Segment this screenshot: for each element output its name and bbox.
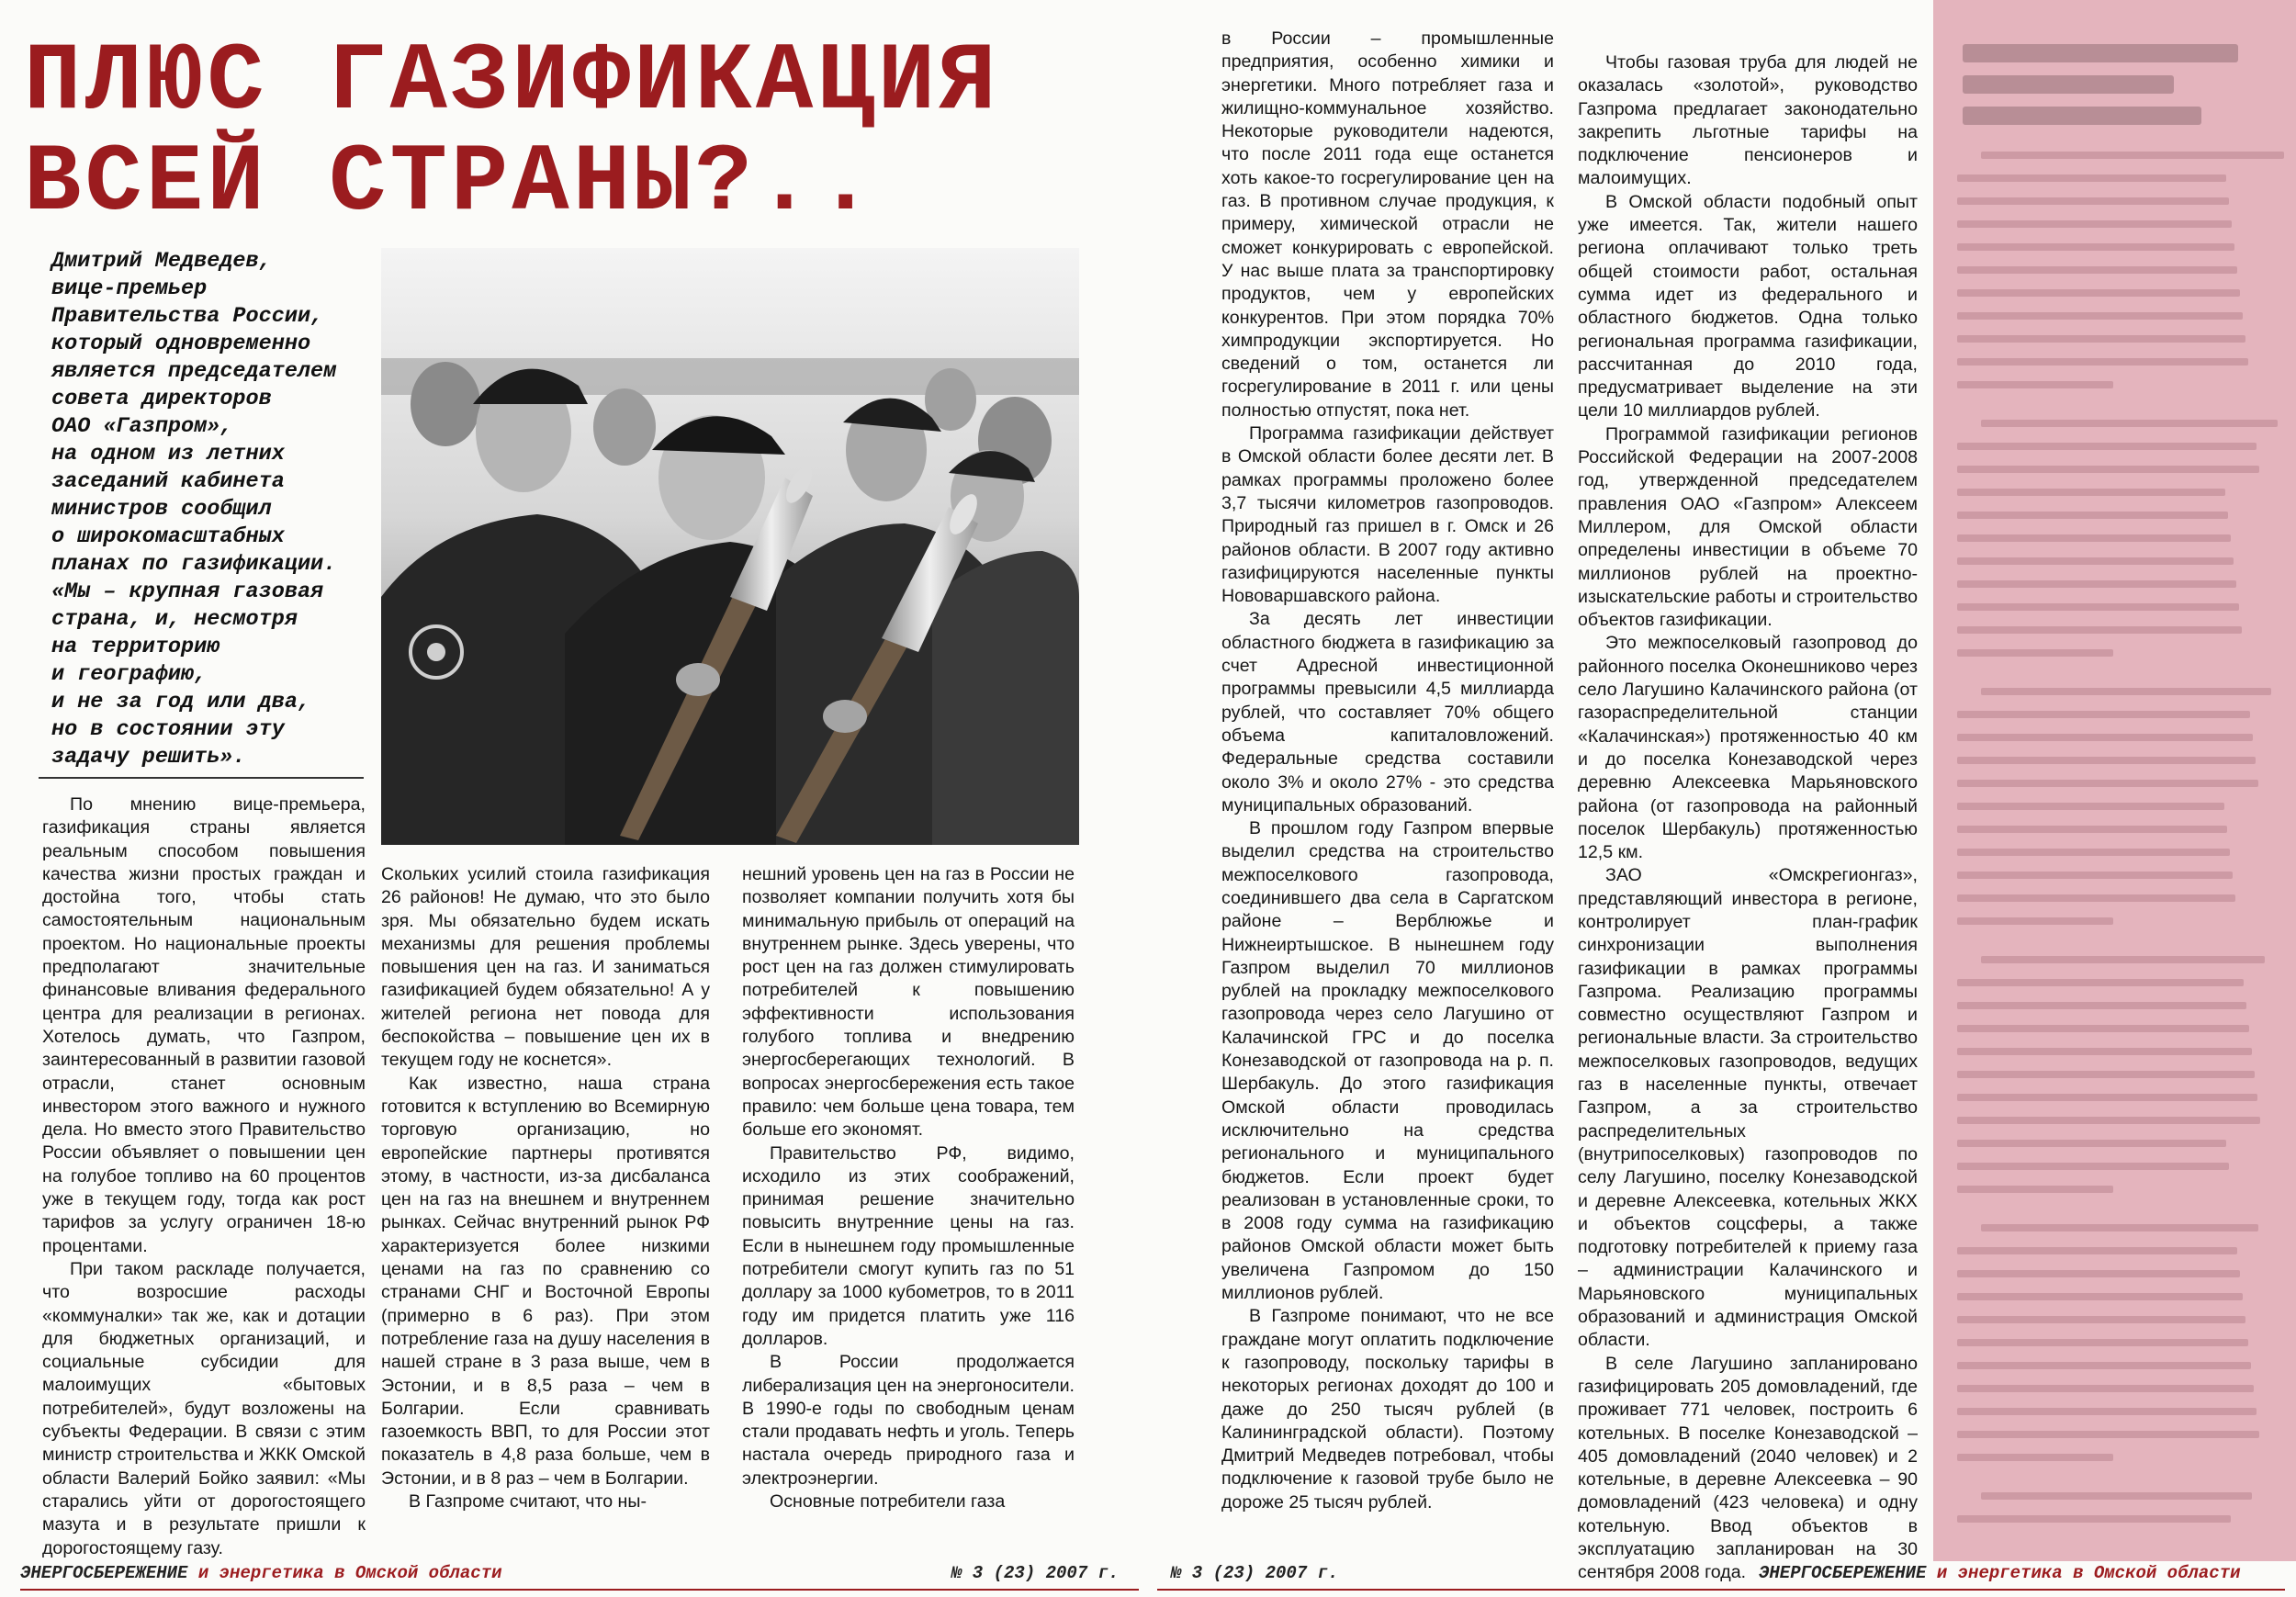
blurred-text-line <box>1957 872 2233 879</box>
blurred-text-line <box>1957 917 2113 925</box>
paragraph: За десять лет инвестиции областного бюджета в газификацию за счет Адресной инвестиционной программы превысили 4,5 миллиарда рублей, что составляет 70% общего объема капиталовложений. Федеральные средства составили около 3% и около 27% - это средства муниципальных образований. <box>1221 609 1554 815</box>
blurred-text-line <box>1957 894 2235 902</box>
paragraph: В Газпроме считают, что ны- <box>409 1491 647 1513</box>
footer-right-issue: № 3 (23) 2007 г. <box>1171 1563 1339 1583</box>
lead-line: планах по газификации. <box>51 552 337 577</box>
blurred-text-line <box>1957 1094 2257 1101</box>
paragraph: Как известно, наша страна готовится к вступлению во Всемирную торговую организацию, но европейские партнеры противятся этому, в частности, из-за дисбаланса цен на газ на внешнем и внутреннем рынках. Сейчас внутренний рынок РФ характеризуется более низкими ценами на газ по сравнению со странами СНГ и Восточной Европы (примерно в 6 раз). При этом потребление газа на душу населения в нашей стране в 3 раза выше, чем в Эстонии, и в 8,5 раза – чем в Болгарии. Если сравнивать газоемкость ВВП, то для России этот показатель в 4,8 раза больше, чем в Эстонии, и в 8 раз – чем в Болгарии. <box>381 1073 710 1489</box>
blurred-text-line <box>1957 849 2230 856</box>
blurred-text-line <box>1957 266 2237 274</box>
paragraph: Это межпоселковый газопровод до районного поселка Оконешниково через село Лагушино Калачинского района (от газораспределительной станции «Калачинская») протяженностью 40 км и до поселка Конезаводской через деревню Алексеевка Марьяновского района (от газопровода на районный поселок Шербакуль) протяженностью 12,5 км. <box>1578 633 1918 863</box>
lead-line: задачу решить». <box>51 745 246 770</box>
blurred-text-line <box>1957 220 2232 228</box>
blurred-text-line <box>1957 466 2259 473</box>
blurred-text-line <box>1957 443 2257 450</box>
paragraph: В России продолжается либерализация цен на энергоносители. В 1990-е годы по свободным ценам стали продавать нефть и уголь. Теперь настала очередь природного газа и электроэнергии. <box>742 1352 1075 1489</box>
footer-left-magazine <box>20 1565 502 1582</box>
blurred-text-line <box>1957 1385 2254 1392</box>
lead-line: «Мы – крупная газовая <box>51 579 324 604</box>
lead-line: заседаний кабинета <box>51 469 285 494</box>
title-line-1: ПЛЮС ГАЗИФИКАЦИЯ <box>24 28 1000 137</box>
blurred-text-line <box>1957 1140 2226 1147</box>
lead-line: о широкомасштабных <box>51 524 285 549</box>
text-column-2 <box>381 863 710 1513</box>
paragraph: в России – промышленные предприятия, особенно химики и энергетики. Много потребляет газа и жилищно-коммунальное хозяйство. Некоторые руководители надеются, что после 2011 года еще останется хоть какое-то госрегулирование цен на газ. В противном случае продукция, к примеру, химической отрасли не сможет конкурировать с европейской. У нас выше плата за транспортировку продуктов, чем у европейских конкурентов. При этом порядка 70% химпродукции экспортируется. Но сведений о том, останется ли госрегулирование в 2011 г. или цены полностью отпустят, пока нет. <box>1221 28 1554 421</box>
footer-magazine-name: ЭНЕРГОСБЕРЕЖЕНИЕ <box>1759 1563 1927 1583</box>
lead-line: который одновременно <box>51 332 311 356</box>
blurred-text-line <box>1957 1163 2229 1170</box>
blurred-sidebar-column <box>1933 0 2296 1561</box>
footer-right-magazine <box>1759 1565 2241 1582</box>
blurred-text-line <box>1957 1339 2248 1346</box>
paragraph: Правительство РФ, видимо, исходило из этих соображений, принимая решение значительно повысить внутренние цены на газ. Если в нынешнем году промышленные потребители смогут купить газ по 51 доллару за 1000 кубометров, то в 2011 году им придется платить уже 116 долларов. <box>742 1142 1075 1349</box>
lead-line: Дмитрий Медведев, <box>51 249 272 274</box>
blurred-text-line <box>1957 557 2234 565</box>
blurred-text-line <box>1957 649 2113 657</box>
blurred-text-line <box>1957 1117 2260 1124</box>
lead-line: и не за год или два, <box>51 690 311 714</box>
paragraph: В Газпроме понимают, что не все граждане могут оплатить подключение к газопроводу, поскольку тарифы в некоторых регионах доходят до 100 и даже до 250 тысяч рублей (в Калининградской области). Поэтому Дмитрий Медведев потребовал, чтобы подключение к газовой трубе было не дороже 25 тысяч рублей. <box>1221 1306 1554 1513</box>
blurred-text-line <box>1957 381 2113 388</box>
lead-line: вице-премьер <box>51 276 208 301</box>
blurred-text-line <box>1957 1186 2113 1193</box>
title-line-2: ВСЕЙ СТРАНЫ?.. <box>24 129 878 238</box>
lead-line: но в состоянии эту <box>51 717 285 742</box>
lead-line: Правительства России, <box>51 304 324 329</box>
blurred-text-line <box>1957 734 2253 741</box>
blurred-text-line <box>1957 512 2228 519</box>
blurred-text-line <box>1957 826 2227 833</box>
lead-line: на территорию <box>51 635 220 659</box>
blurred-text-line <box>1957 1048 2252 1055</box>
blurred-text-line <box>1957 358 2248 366</box>
lead-line: министров сообщил <box>51 497 272 522</box>
blurred-text-line <box>1957 979 2244 986</box>
blurred-text-line <box>1957 1002 2246 1009</box>
blurred-text-line <box>1981 956 2265 963</box>
blurred-text-line <box>1957 1293 2243 1300</box>
paragraph: Программа газификации действует в Омской области более десяти лет. В рамках программы проложено более 3,7 тысячи километров газопроводов. Природный газ пришел в г. Омск и 26 районов области. В 2007 году активно газифицируются населенные пункты Нововаршавского района. <box>1221 423 1554 607</box>
blurred-text-line <box>1957 243 2234 251</box>
footer-magazine-subtitle: и энергетика в Омской области <box>197 1563 502 1583</box>
footer-right-rule <box>1157 1589 2285 1591</box>
text-column-5 <box>1578 51 1918 1585</box>
blurred-heading-line <box>1963 107 2201 125</box>
blurred-text-line <box>1981 1492 2252 1500</box>
lead-line: является председателем <box>51 359 337 384</box>
blurred-text-line <box>1957 1316 2245 1323</box>
paragraph: В Омской области подобный опыт уже имеется. Так, жители нашего региона оплачивают только треть общей стоимости работ, остальная сумма идет из федерального и областного бюджетов. Одна только региональная программа газификации, рассчитанная до 2010 года, предусматривает выделение на эти цели 10 миллиардов рублей. <box>1578 191 1918 422</box>
blurred-text-line <box>1957 489 2225 496</box>
paragraph: Скольких усилий стоила газификация 26 районов! Не думаю, что это было зря. Мы обязательно будем искать механизмы для решения проблемы повышения цен на газ. И заниматься газификацией будем обязательно! А у жителей региона нет повода для беспокойства – повышение цен их в текущем году не коснется». <box>381 864 710 1071</box>
blurred-text-line <box>1957 1454 2113 1461</box>
footer-magazine-name: ЭНЕРГОСБЕРЕЖЕНИЕ <box>20 1563 188 1583</box>
paragraph: Основные потребители газа <box>770 1491 1006 1513</box>
blurred-text-line <box>1957 757 2256 764</box>
blurred-text-line <box>1957 1025 2249 1032</box>
lead-line: ОАО «Газпром», <box>51 414 233 439</box>
blurred-text-line <box>1981 420 2278 427</box>
blurred-text-line <box>1957 289 2240 297</box>
photo-gas-workers <box>381 248 1079 845</box>
footer-left-rule <box>20 1589 1139 1591</box>
blurred-text-line <box>1981 1224 2258 1231</box>
blurred-text-line <box>1981 152 2284 159</box>
blurred-text-line <box>1957 1408 2257 1415</box>
text-column-3 <box>742 863 1075 1513</box>
blurred-text-line <box>1957 711 2250 718</box>
blurred-text-line <box>1957 1362 2251 1369</box>
text-column-1 <box>42 793 366 1560</box>
blurred-text-line <box>1981 688 2271 695</box>
blurred-text-line <box>1957 1247 2237 1254</box>
paragraph: При таком раскладе получается, что возросшие расходы «коммуналки» так же, как и дотации для бюджетных организаций, и социальные субсидии для малоимущих «бытовых потребителей», будут возложены на субъекты Федерации. В связи с этим министр строительства и ЖКК Омской области Валерий Бойко заявил: «Мы старались уйти от дорогостоящего мазута и в результате пришли к дорогостоящему газу. <box>42 1258 366 1558</box>
blurred-text-line <box>1957 1071 2255 1078</box>
blurred-text-line <box>1957 803 2224 810</box>
blurred-text-line <box>1957 1431 2259 1438</box>
lead-line: страна, и, несмотря <box>51 607 298 632</box>
paragraph: Программой газификации регионов Российской Федерации на 2007-2008 год, утвержденной председателем правления ОАО «Газпром» Алексеем Миллером, для Омской области определены инвестиции в объеме 70 миллионов рублей на проектно-изыскательские работы и строительство объектов газификации. <box>1578 423 1918 631</box>
footer-magazine-subtitle: и энергетика в Омской области <box>1936 1563 2241 1583</box>
lead-line: и географию, <box>51 662 208 687</box>
blurred-text-line <box>1957 1270 2240 1277</box>
blurred-text-line <box>1957 626 2242 634</box>
blurred-text-line <box>1957 603 2239 611</box>
paragraph: Чтобы газовая труба для людей не оказалась «золотой», руководство Газпрома предлагает законодательно закрепить льготные тарифы на подключение пенсионеров и малоимущих. <box>1578 52 1918 189</box>
lead-divider <box>39 777 364 779</box>
paragraph: По мнению вице-премьера, газификация страны является реальным способом повышения качества жизни простых граждан и достойна того, чтобы стать самостоятельным национальным проектом. Но национальные проекты предполагают значительные финансовые вливания федерального центра для реализации в регионах. Хотелось думать, что Газпром, заинтересованный в развитии газовой отрасли, станет основным инвестором этого важного и нужного дела. Но вместо этого Правительство России объявляет о повышении цен на голубое топливо на 60 процентов уже в текущем году, тогда как рост тарифов за услугу ограничен 18-ю процентами. <box>42 794 366 1256</box>
blurred-text-line <box>1957 174 2226 182</box>
paragraph: ЗАО «Омскрегионгаз», представляющий инвестора в регионе, контролирует план-график синхронизации выполнения газификации в рамках программы Газпрома. Реализацию программы совместно осуществляют Газпром и региональные власти. За строительство межпоселковых газопроводов, ведущих газ в населенные пункты, отвечает Газпром, а за строительство распределительных (внутрипоселковых) газопроводов по селу Лагушино, поселку Конезаводской и деревне Алексеевка, котельных ЖКХ и объектов соцсферы, а также подготовку потребителей к приему газа – администрации Калачинского и Марьяновского муниципальных образований и администрация Омской области. <box>1578 865 1918 1351</box>
blurred-text-line <box>1957 534 2231 542</box>
blurred-text-line <box>1957 780 2258 787</box>
paragraph: В прошлом году Газпром впервые выделил средства на строительство межпоселкового газопровода, соединившего два села в Саргатском районе – Верблюжье и Нижнеиртышское. В нынешнем году Газпром выделил 70 миллионов рублей на прокладку межпоселкового газопровода через село Лагушино от Калачинской ГРС и до поселка Конезаводской от газопровода на р. п. Шербакуль. До этого газификация Омской области проводилась исключительно на средства регионального и муниципального бюджетов. Если проект будет реализован в установленные сроки, то в 2008 году сумма на газификацию районов Омской области может быть увеличена Газпромом до 150 миллионов рублей. <box>1221 818 1554 1304</box>
blurred-text-line <box>1957 1515 2231 1523</box>
blurred-text-line <box>1957 197 2229 205</box>
footer-left-issue: № 3 (23) 2007 г. <box>951 1563 1120 1583</box>
blurred-text-line <box>1957 312 2243 320</box>
blurred-heading-line <box>1963 44 2238 62</box>
paragraph: В селе Лагушино запланировано газифицировать 205 домовладений, где проживает 771 человек, построить 6 котельных. В поселке Конезаводской – 405 домовладений (2040 человек) и 2 котельные, в деревне Алексеевка – 90 домовладений (423 человека) и одну котельную. Ввод объектов в эксплуатацию запланирован на 30 сентября 2008 года. <box>1578 1353 1918 1583</box>
blurred-text-line <box>1957 335 2245 343</box>
paragraph: нешний уровень цен на газ в России не позволяет компании получить хотя бы минимальную прибыль от операций на внутреннем рынке. Здесь уверены, что рост цен на газ должен стимулировать потребителей к повышению эффективности использования голубого топлива и внедрению энергосберегающих технологий. В вопросах энергосбережения есть такое правило: чем больше цена товара, тем больше его экономят. <box>742 864 1075 1141</box>
photo-image <box>381 248 1079 845</box>
lead-line: на одном из летних <box>51 442 285 467</box>
blurred-text-line <box>1957 580 2236 588</box>
text-column-4 <box>1221 28 1554 1514</box>
lead-line: совета директоров <box>51 387 272 411</box>
blurred-heading-line <box>1963 75 2174 94</box>
